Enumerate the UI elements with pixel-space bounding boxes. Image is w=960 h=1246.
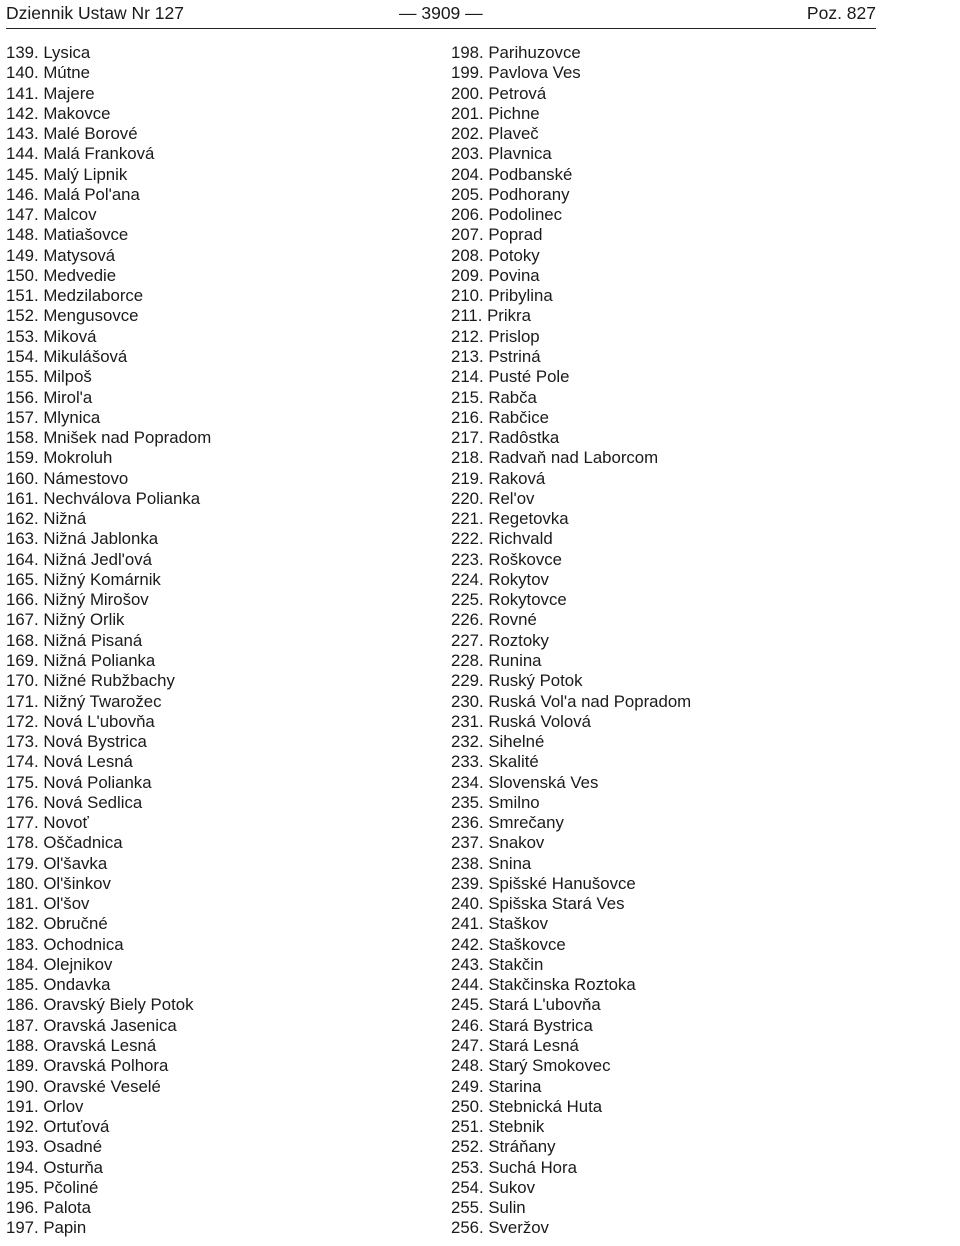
list-item: 166. Nižný Mirošov bbox=[6, 590, 149, 610]
list-item: 225. Rokytovce bbox=[451, 590, 567, 610]
list-item: 165. Nižný Komárnik bbox=[6, 569, 161, 589]
list-item: 158. Mnišek nad Popradom bbox=[6, 428, 212, 448]
list-item: 172. Nová L'ubovňa bbox=[6, 711, 155, 731]
list-item: 244. Stakčinska Roztoka bbox=[451, 975, 636, 995]
list-item: 139. Lysica bbox=[6, 43, 91, 62]
list-item: 206. Podolinec bbox=[451, 205, 563, 225]
list-item: 250. Stebnická Huta bbox=[451, 1096, 603, 1116]
list-item: 174. Nová Lesná bbox=[6, 752, 133, 772]
list-item: 200. Petrová bbox=[451, 83, 547, 103]
list-item: 155. Milpoš bbox=[6, 367, 92, 387]
list-item: 238. Snina bbox=[451, 853, 532, 873]
list-item: 208. Potoky bbox=[451, 245, 540, 265]
list-item: 229. Ruský Potok bbox=[451, 671, 583, 691]
list-item: 169. Nižná Polianka bbox=[6, 650, 156, 670]
list-item: 143. Malé Borové bbox=[6, 124, 138, 144]
list-item: 147. Malcov bbox=[6, 205, 97, 225]
list-item: 237. Snakov bbox=[451, 833, 545, 853]
list-item: 141. Majere bbox=[6, 83, 95, 103]
list-item: 167. Nižný Orlik bbox=[6, 610, 125, 630]
list-item: 212. Prislop bbox=[451, 326, 540, 346]
list-item: 233. Skalité bbox=[451, 752, 539, 772]
list-item: 168. Nižná Pisaná bbox=[6, 630, 143, 650]
list-item: 176. Nová Sedlica bbox=[6, 792, 143, 812]
list-item: 227. Roztoky bbox=[451, 630, 549, 650]
list-item: 162. Nižná bbox=[6, 509, 87, 529]
list-item: 230. Ruská Vol'a nad Popradom bbox=[451, 691, 692, 711]
list-item: 189. Oravská Polhora bbox=[6, 1056, 169, 1076]
list-item: 152. Mengusovce bbox=[6, 306, 139, 326]
list-item: 224. Rokytov bbox=[451, 569, 549, 589]
list-item: 184. Olejnikov bbox=[6, 954, 113, 974]
list-item: 150. Medvedie bbox=[6, 265, 117, 285]
list-item: 214. Pusté Pole bbox=[451, 367, 570, 387]
list-item: 160. Námestovo bbox=[6, 468, 129, 488]
list-item: 194. Osturňa bbox=[6, 1157, 104, 1177]
list-item: 245. Stará L'ubovňa bbox=[451, 995, 601, 1015]
list-item: 253. Suchá Hora bbox=[451, 1157, 577, 1177]
list-item: 186. Oravský Biely Potok bbox=[6, 995, 194, 1015]
list-item: 255. Sulin bbox=[451, 1198, 526, 1218]
list-item: 248. Starý Smokovec bbox=[451, 1056, 611, 1076]
list-item: 222. Richvald bbox=[451, 529, 553, 549]
list-item: 193. Osadné bbox=[6, 1137, 103, 1157]
list-item: 192. Ortuťová bbox=[6, 1117, 110, 1137]
list-item: 209. Povina bbox=[451, 265, 540, 285]
list-item: 236. Smrečany bbox=[451, 813, 564, 833]
list-item: 231. Ruská Volová bbox=[451, 711, 591, 731]
list-item: 217. Radôstka bbox=[451, 428, 560, 448]
list-item: 142. Makovce bbox=[6, 103, 111, 123]
list-item: 173. Nová Bystrica bbox=[6, 732, 147, 752]
list-item: 175. Nová Polianka bbox=[6, 772, 152, 792]
list-item: 228. Runina bbox=[451, 650, 542, 670]
list-item: 201. Pichne bbox=[451, 103, 540, 123]
list-item: 220. Rel'ov bbox=[451, 488, 535, 508]
list-item: 171. Nižný Twarožec bbox=[6, 691, 162, 711]
list-item: 240. Spišska Stará Ves bbox=[451, 894, 625, 914]
list-item: 218. Radvaň nad Laborcom bbox=[451, 448, 659, 468]
list-item: 149. Matysová bbox=[6, 245, 116, 265]
list-item: 252. Stráňany bbox=[451, 1137, 556, 1157]
list-item: 242. Staškovce bbox=[451, 934, 566, 954]
list-item: 221. Regetovka bbox=[451, 509, 569, 529]
list-item: 199. Pavlova Ves bbox=[451, 63, 581, 83]
list-item: 146. Malá Pol'ana bbox=[6, 184, 140, 204]
list-item: 164. Nižná Jedl'ová bbox=[6, 549, 152, 569]
list-item: 246. Stará Bystrica bbox=[451, 1015, 593, 1035]
list-item: 210. Pribylina bbox=[451, 286, 553, 306]
list-item: 185. Ondavka bbox=[6, 975, 111, 995]
list-item: 211. Prikra bbox=[451, 306, 531, 326]
list-item: 145. Malý Lipnik bbox=[6, 164, 128, 184]
list-item: 188. Oravská Lesná bbox=[6, 1036, 157, 1056]
list-item: 144. Malá Franková bbox=[6, 144, 155, 164]
list-item: 196. Palota bbox=[6, 1198, 91, 1218]
list-item: 234. Slovenská Ves bbox=[451, 772, 599, 792]
list-item: 203. Plavnica bbox=[451, 144, 552, 164]
list-item: 232. Sihelné bbox=[451, 732, 545, 752]
left-column-list bbox=[6, 43, 211, 1239]
list-item: 140. Mútne bbox=[6, 63, 90, 83]
list-item: 215. Rabča bbox=[451, 387, 537, 407]
list-item: 148. Matiašovce bbox=[6, 225, 129, 245]
list-item: 216. Rabčice bbox=[451, 407, 549, 427]
list-item: 153. Miková bbox=[6, 326, 97, 346]
list-item: 195. Pčoliné bbox=[6, 1177, 99, 1197]
list-item: 198. Parihuzovce bbox=[451, 43, 581, 62]
list-item: 213. Pstriná bbox=[451, 346, 541, 366]
page-header bbox=[6, 0, 876, 29]
list-item: 177. Novoť bbox=[6, 813, 89, 833]
list-item: 202. Plaveč bbox=[451, 124, 539, 144]
position-number: Poz. 827 bbox=[806, 3, 876, 23]
list-item: 235. Smilno bbox=[451, 792, 540, 812]
list-item: 163. Nižná Jablonka bbox=[6, 529, 159, 549]
list-item: 178. Oščadnica bbox=[6, 833, 123, 853]
list-item: 223. Roškovce bbox=[451, 549, 563, 569]
list-item: 219. Raková bbox=[451, 468, 546, 488]
list-item: 197. Papin bbox=[6, 1218, 87, 1238]
list-item: 180. Ol'šinkov bbox=[6, 873, 111, 893]
right-column-list bbox=[451, 43, 691, 1239]
list-item: 170. Nižné Rubžbachy bbox=[6, 671, 175, 691]
list-item: 247. Stará Lesná bbox=[451, 1036, 579, 1056]
list-item: 251. Stebnik bbox=[451, 1117, 545, 1137]
list-item: 190. Oravské Veselé bbox=[6, 1076, 161, 1096]
list-item: 179. Ol'šavka bbox=[6, 853, 108, 873]
list-item: 159. Mokroluh bbox=[6, 448, 113, 468]
list-item: 249. Starina bbox=[451, 1076, 542, 1096]
list-item: 161. Nechválova Polianka bbox=[6, 488, 201, 508]
list-item: 187. Oravská Jasenica bbox=[6, 1015, 177, 1035]
list-item: 239. Spišské Hanušovce bbox=[451, 873, 636, 893]
list-item: 243. Stakčin bbox=[451, 954, 544, 974]
list-item: 182. Obručné bbox=[6, 914, 108, 934]
list-item: 151. Medzilaborce bbox=[6, 286, 144, 306]
list-item: 204. Podbanské bbox=[451, 164, 573, 184]
list-item: 157. Mlynica bbox=[6, 407, 101, 427]
list-item: 207. Poprad bbox=[451, 225, 543, 245]
journal-title: Dziennik Ustaw Nr 127 bbox=[6, 3, 184, 23]
list-item: 183. Ochodnica bbox=[6, 934, 124, 954]
list-item: 241. Staškov bbox=[451, 914, 549, 934]
list-item: 254. Sukov bbox=[451, 1177, 535, 1197]
list-item: 226. Rovné bbox=[451, 610, 537, 630]
list-item: 156. Mirol'a bbox=[6, 387, 93, 407]
list-item: 181. Ol'šov bbox=[6, 894, 90, 914]
list-item: 191. Orlov bbox=[6, 1096, 84, 1116]
list-item: 154. Mikulášová bbox=[6, 346, 128, 366]
list-item: 205. Podhorany bbox=[451, 184, 570, 204]
list-item: 256. Sveržov bbox=[451, 1218, 549, 1238]
page-number: — 3909 — bbox=[399, 3, 483, 23]
